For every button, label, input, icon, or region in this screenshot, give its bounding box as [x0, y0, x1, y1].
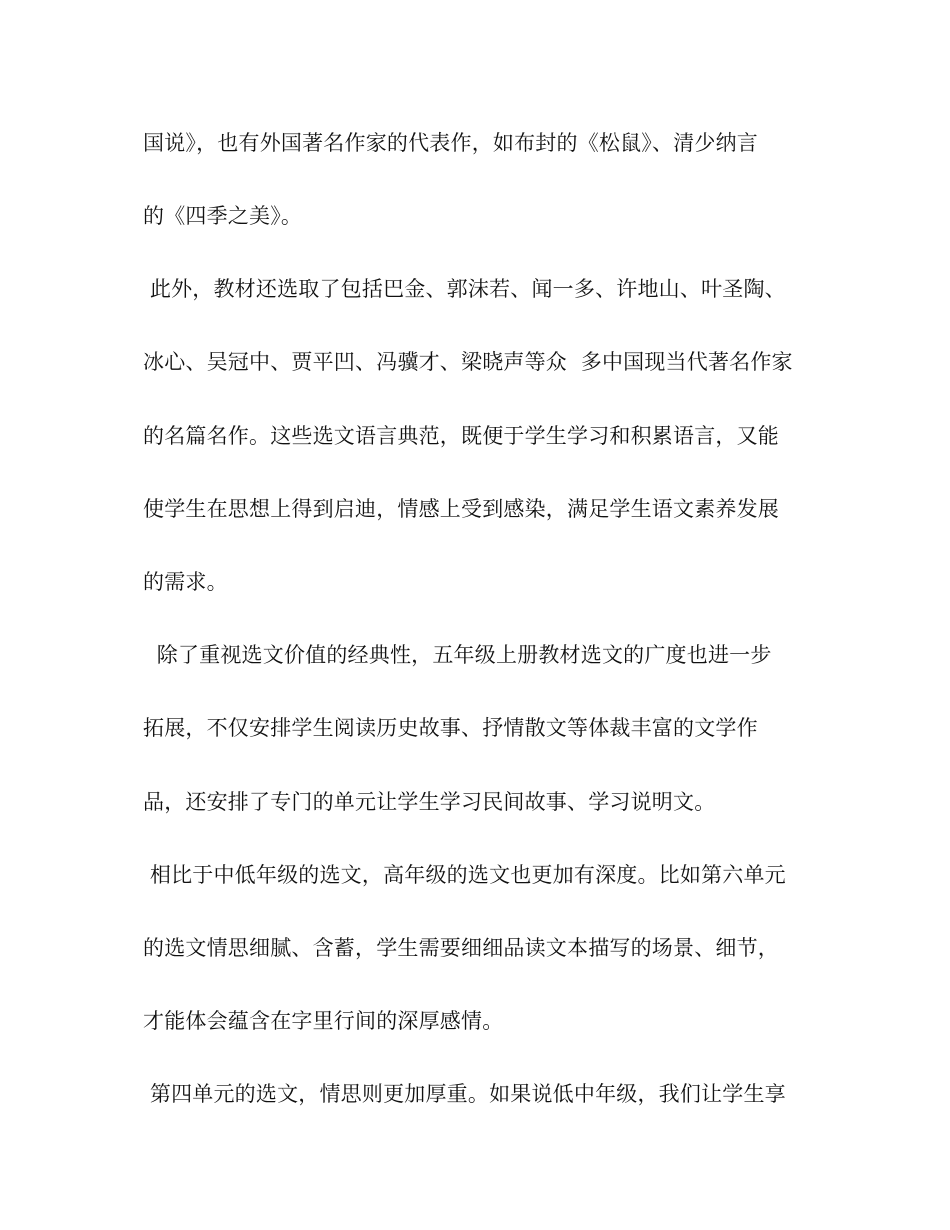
text-line: 的《四季之美》。	[143, 204, 303, 228]
text-line: 冰心、吴冠中、贾平凹、冯骥才、梁晓声等众 多中国现当代著名作家	[143, 350, 793, 374]
text-line: 第四单元的选文，情思则更加厚重。如果说低中年级，我们让学生享	[143, 1082, 786, 1106]
text-line: 拓展，不仅安排学生阅读历史故事、抒情散文等体裁丰富的文学作	[143, 716, 758, 740]
text-line: 品，还安排了专门的单元让学生学习民间故事、学习说明文。	[143, 790, 716, 814]
text-line: 的需求。	[143, 570, 228, 594]
text-line: 使学生在思想上得到启迪，情感上受到感染，满足学生语文素养发展	[143, 497, 779, 521]
text-line: 的选文情思细腻、含蓄，学生需要细细品读文本描写的场景、细节，	[143, 936, 779, 960]
text-line: 才能体会蕴含在字里行间的深厚感情。	[143, 1009, 504, 1033]
text-line: 国说》，也有外国著名作家的代表作，如布封的《松鼠》、清少纳言	[143, 131, 758, 155]
text-line: 的名篇名作。这些选文语言典范，既便于学生学习和积累语言，又能	[143, 424, 779, 448]
text-line: 此外，教材还选取了包括巴金、郭沫若、闻一多、许地山、叶圣陶、	[143, 277, 786, 301]
text-line: 相比于中低年级的选文，高年级的选文也更加有深度。比如第六单元	[143, 863, 786, 887]
text-line: 除了重视选文价值的经典性，五年级上册教材选文的广度也进一步	[143, 643, 772, 667]
